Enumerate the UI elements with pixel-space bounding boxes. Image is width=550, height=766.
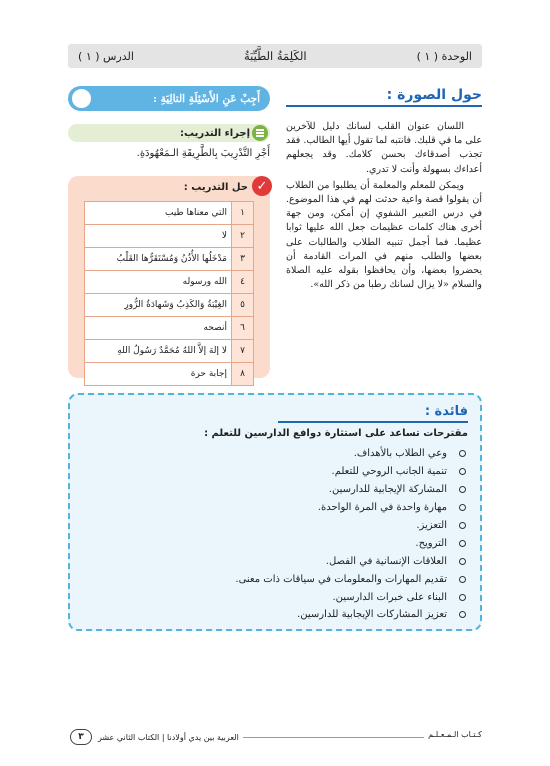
circle-bullet-icon: [459, 558, 466, 565]
list-item: [168, 552, 468, 570]
list-item: [168, 517, 468, 535]
circle-bullet-icon: [459, 611, 466, 618]
answer-questions-banner: [68, 86, 270, 111]
row-number: ٧: [232, 340, 254, 363]
list-item: [168, 499, 468, 517]
list-item-text: مهارة واحدة في المرة الواحدة.: [317, 502, 447, 514]
solution-title: حل التدريب :: [183, 182, 248, 193]
answer-questions-label: أَجِبْ عَنِ الأَسْئِلَةِ التالِيَةِ :: [153, 92, 260, 105]
row-answer: لا إلهَ إلاَّ اللهُ مُحَمَّدٌ رَسُولُ اللهِ: [85, 340, 232, 363]
row-answer: أنصحه: [85, 317, 232, 340]
list-item: [168, 606, 468, 624]
table-row: [85, 271, 254, 294]
benefit-title: فائدة :: [278, 404, 468, 423]
list-item-text: وعي الطلاب بالأهداف.: [353, 448, 447, 460]
list-item: [168, 445, 468, 463]
about-image-text: [286, 120, 482, 294]
list-item-text: المشاركة الإيجابية للدارسين.: [328, 484, 447, 496]
list-item-text: التعزيز.: [416, 520, 447, 531]
row-number: ١: [232, 202, 254, 225]
row-answer: مَدْخَلُها الأُذُنُ وَمُسْتَقَرُّها القَلْبُ: [85, 248, 232, 271]
circle-bullet-icon: [459, 576, 466, 583]
benefit-list: [168, 445, 468, 624]
row-answer: إجابة حرة: [85, 363, 232, 386]
list-item-text: العلاقات الإنسانية في الفصل.: [325, 555, 447, 567]
procedure-label: إجراء التدريب:: [179, 127, 250, 139]
list-item: [168, 588, 468, 606]
unit-label: الوحدة ( ١ ): [416, 49, 472, 63]
circle-bullet-icon: [459, 594, 466, 601]
about-image-title: حول الصورة :: [286, 87, 482, 107]
about-paragraph-2: ويمكن للمعلم والمعلمة أن يطلبوا من الطلاب أن يقولوا قصة واعية حدثت لهم في هذا الموضوع. في درس التعبير الشفوي إن أمكن، ومن جهة أخرى هناك كلمات عظيمات جعل الله عليها ثوابا عظيما. فما أجمل تنبيه الطلاب والطالبات على بعضها والطلب منهم في المرات القادمة أن يحضروا بعضها، وأن يحافظوا بقوله عليه الصلاة والسلام «لا يزال لسانك رطبا من ذكر الله».: [286, 179, 482, 291]
list-item: [168, 481, 468, 499]
row-answer: لا: [85, 225, 232, 248]
table-row: [85, 248, 254, 271]
topic-title: الكَلِمَةُ الطَّيِّبَةُ: [243, 49, 307, 63]
list-icon: [252, 125, 268, 141]
check-icon: ✓: [252, 176, 272, 196]
list-item-text: تنمية الجانب الروحي للتعلم.: [331, 466, 447, 478]
table-row: [85, 202, 254, 225]
lesson-header: [68, 44, 482, 68]
list-item-text: الترويح.: [415, 537, 447, 549]
procedure-text: أَجْرِ التَّدْرِيبَ بِالطَّرِيقَةِ الـمَعْهُودَةِ.: [136, 148, 270, 159]
row-number: ٥: [232, 294, 254, 317]
list-item-text: تعزيز المشاركات الإيجابية للدارسين.: [297, 609, 447, 621]
circle-bullet-icon: [459, 504, 466, 511]
circle-icon: [70, 87, 93, 110]
footer-book-label: كـتـاب الـمـعـلـم: [424, 730, 482, 739]
lesson-label: الدرس ( ١ ): [78, 49, 134, 63]
table-row: [85, 340, 254, 363]
table-row: [85, 363, 254, 386]
about-paragraph-1: اللسان عنوان القلب لسانك دليل للآخرين على ما في قلبك. فانتبه لما تقول أيها الطالب. فقد تجذب أصدقاءك بحسن كلامك. وقد يجعلهم أعداءك بسهولة وأنت لا تدري.: [286, 121, 482, 175]
circle-bullet-icon: [459, 450, 466, 457]
row-answer: الله ورسوله: [85, 271, 232, 294]
footer-series: [68, 728, 243, 746]
circle-bullet-icon: [459, 522, 466, 529]
list-item-text: تقديم المهارات والمعلومات في سياقات ذات معنى.: [235, 573, 447, 585]
row-number: ٨: [232, 363, 254, 386]
series-title: العربية بين يدي أولادنا | الكتاب الثاني عشر: [98, 732, 239, 742]
benefit-subtitle: مقترحات تساعد على استثارة دوافع الدارسين للتعلم :: [204, 428, 468, 439]
row-number: ٣: [232, 248, 254, 271]
row-number: ٤: [232, 271, 254, 294]
procedure-banner: [68, 124, 270, 142]
table-row: [85, 317, 254, 340]
solution-table: [84, 201, 254, 386]
row-answer: الغِيْبَةُ وَالكَذِبُ وَشَهادَةُ الزُّورِ: [85, 294, 232, 317]
table-row: [85, 225, 254, 248]
list-item: [168, 534, 468, 552]
row-answer: التي معناها طيب: [85, 202, 232, 225]
circle-bullet-icon: [459, 468, 466, 475]
row-number: ٦: [232, 317, 254, 340]
row-number: ٢: [232, 225, 254, 248]
page-number: ٣: [70, 729, 92, 745]
table-row: [85, 294, 254, 317]
list-item-text: البناء على خبرات الدارسين.: [332, 591, 447, 603]
list-item: [168, 570, 468, 588]
circle-bullet-icon: [459, 540, 466, 547]
circle-bullet-icon: [459, 486, 466, 493]
list-item: [168, 463, 468, 481]
